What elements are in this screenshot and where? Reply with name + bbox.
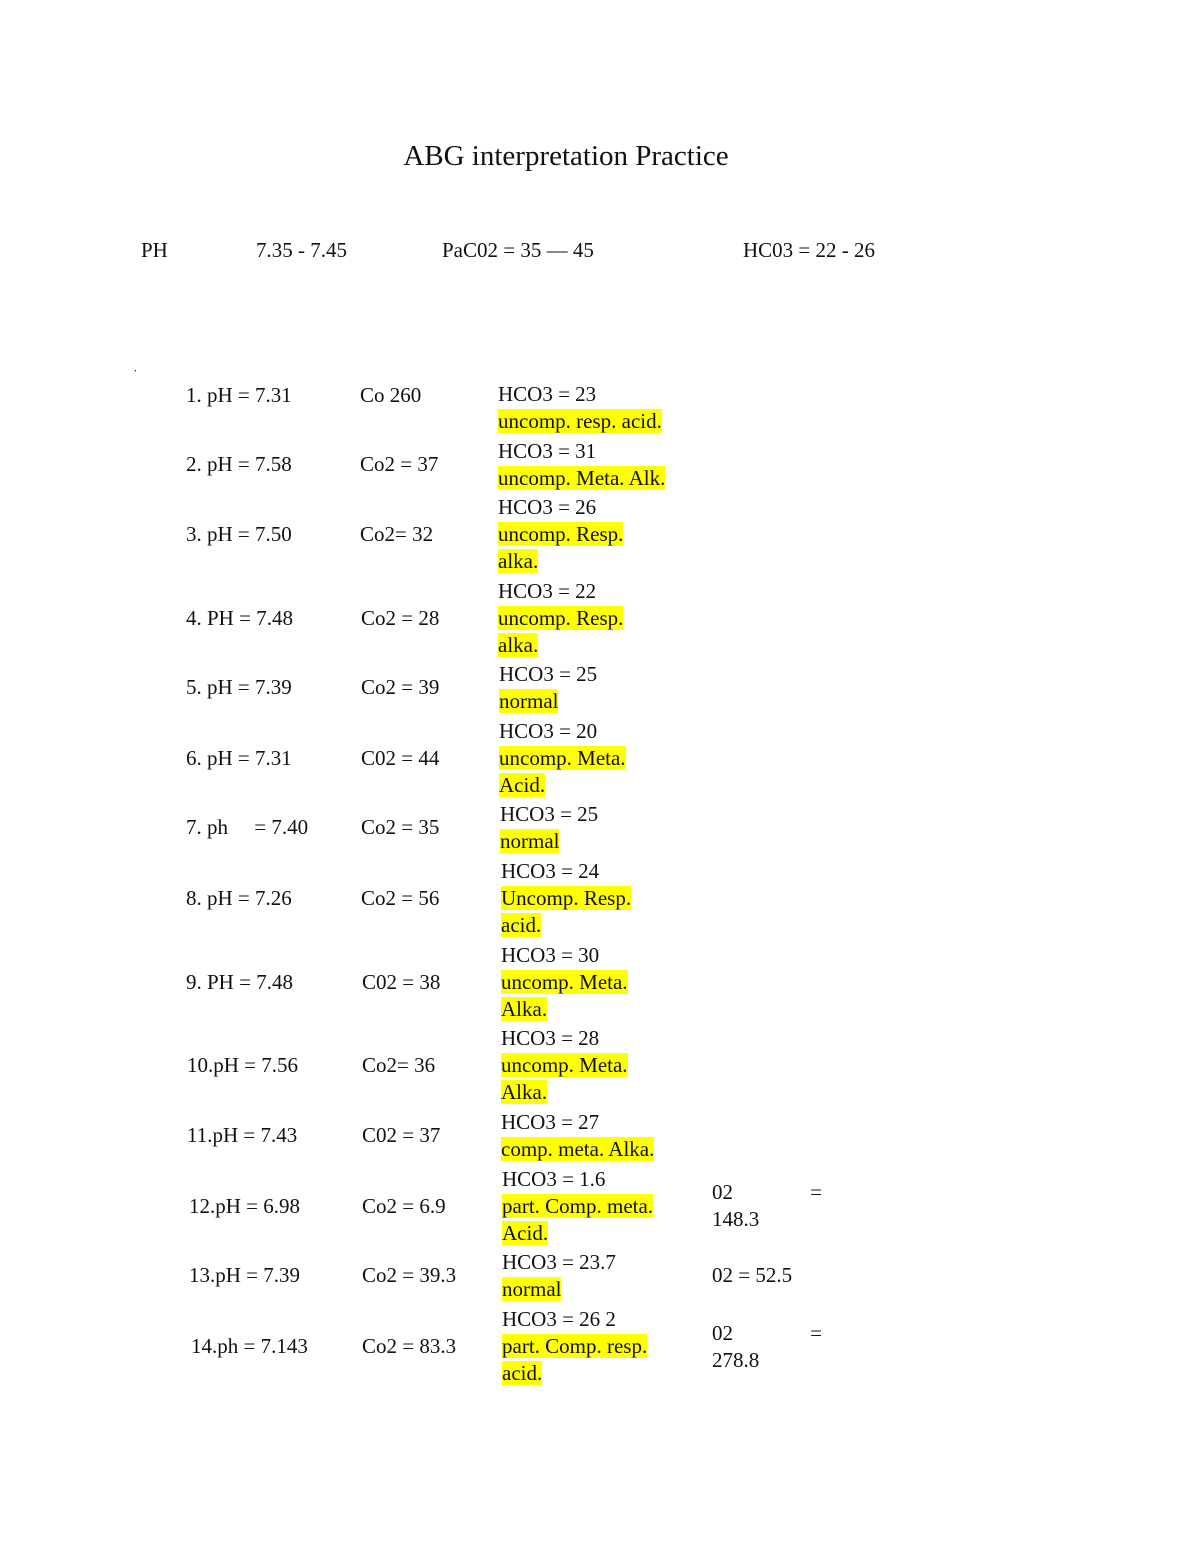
- co2-value: Co 260: [360, 383, 422, 407]
- o2-cell: [712, 1320, 822, 1374]
- co2-value: C02 = 44: [361, 746, 440, 770]
- paco2-range: PaC02 = 35 — 45: [442, 238, 594, 262]
- co2-value: Co2 = 35: [361, 815, 440, 839]
- ph-value: 2. pH = 7.58: [186, 452, 292, 476]
- hco3-value: HCO3 = 25: [499, 662, 598, 686]
- co2-value: Co2= 32: [360, 522, 434, 546]
- ph-value: 6. pH = 7.31: [186, 746, 292, 770]
- interpretation-line-2: Alka.: [501, 997, 548, 1021]
- co2-value: Co2 = 37: [360, 452, 439, 476]
- co2-value: Co2 = 83.3: [362, 1334, 457, 1358]
- ph-value: 10.pH = 7.56: [187, 1053, 299, 1077]
- ph-value: 8. pH = 7.26: [186, 886, 292, 910]
- co2-value: Co2 = 28: [361, 606, 440, 630]
- ph-value: 14.ph = 7.143: [191, 1334, 308, 1358]
- hco3-cell: [501, 1025, 701, 1106]
- hco3-value: HCO3 = 26: [498, 495, 597, 519]
- hco3-cell: [501, 1109, 701, 1163]
- interpretation-line-1: uncomp. Resp.: [498, 606, 624, 630]
- hco3-cell: [498, 494, 698, 575]
- co2-value: Co2 = 6.9: [362, 1194, 446, 1218]
- hco3-cell: [499, 718, 699, 799]
- o2-value: 02 = 52.5: [712, 1263, 793, 1287]
- interpretation-line-2: acid.: [501, 913, 542, 937]
- interpretation: uncomp. Meta. Alk.: [498, 466, 666, 490]
- hco3-cell: [498, 438, 698, 492]
- o2-value: 278.8: [712, 1348, 760, 1372]
- ph-range: 7.35 - 7.45: [256, 238, 347, 262]
- ph-value: 4. PH = 7.48: [186, 606, 293, 630]
- interpretation-line-1: uncomp. Meta.: [501, 1053, 628, 1077]
- hco3-value: HCO3 = 1.6: [502, 1167, 606, 1191]
- ph-value: 1. pH = 7.31: [186, 383, 292, 407]
- hco3-value: HCO3 = 24: [501, 859, 600, 883]
- o2-equals: =: [810, 1180, 822, 1204]
- interpretation-line-1: part. Comp. meta.: [502, 1194, 654, 1218]
- interpretation: uncomp. resp. acid.: [498, 409, 662, 433]
- interpretation-line-2: Alka.: [501, 1080, 548, 1104]
- hco3-cell: [502, 1166, 702, 1247]
- page-title: ABG interpretation Practice: [403, 140, 729, 172]
- hco3-value: HCO3 = 27: [501, 1110, 600, 1134]
- interpretation-line-2: Acid.: [499, 773, 546, 797]
- normal-ranges: [0, 238, 1200, 268]
- hco3-cell: [501, 942, 701, 1023]
- co2-value: Co2 = 56: [361, 886, 440, 910]
- hco3-cell: [502, 1306, 702, 1387]
- hco3-cell: [502, 1249, 702, 1303]
- interpretation-line-2: Acid.: [502, 1221, 549, 1245]
- hco3-cell: [498, 381, 698, 435]
- hco3-cell: [500, 801, 700, 855]
- ph-value: 5. pH = 7.39: [186, 675, 292, 699]
- ph-label: PH: [141, 238, 168, 262]
- hco3-value: HCO3 = 20: [499, 719, 598, 743]
- hco3-value: HCO3 = 23: [498, 382, 597, 406]
- o2-value: 148.3: [712, 1207, 760, 1231]
- interpretation: normal: [502, 1277, 562, 1301]
- ph-value: 3. pH = 7.50: [186, 522, 292, 546]
- hco3-value: HCO3 = 26 2: [502, 1307, 616, 1331]
- interpretation-line-2: alka.: [498, 549, 539, 573]
- ph-value: 9. PH = 7.48: [186, 970, 293, 994]
- o2-label: 02: [712, 1180, 733, 1204]
- o2-label: 02: [712, 1321, 733, 1345]
- hco3-value: HCO3 = 23.7: [502, 1250, 616, 1274]
- interpretation-line-1: uncomp. Meta.: [499, 746, 626, 770]
- hco3-value: HCO3 = 22: [498, 579, 597, 603]
- hco3-value: HCO3 = 25: [500, 802, 599, 826]
- hco3-range: HC03 = 22 - 26: [743, 238, 876, 262]
- interpretation: normal: [499, 689, 559, 713]
- co2-value: Co2 = 39.3: [362, 1263, 457, 1287]
- hco3-value: HCO3 = 31: [498, 439, 597, 463]
- co2-value: C02 = 37: [362, 1123, 441, 1147]
- interpretation-line-2: alka.: [498, 633, 539, 657]
- co2-value: C02 = 38: [362, 970, 441, 994]
- interpretation-line-1: uncomp. Meta.: [501, 970, 628, 994]
- o2-cell: [712, 1179, 822, 1233]
- interpretation: comp. meta. Alka.: [501, 1137, 655, 1161]
- interpretation: normal: [500, 829, 560, 853]
- hco3-cell: [498, 578, 698, 659]
- hco3-cell: [501, 858, 701, 939]
- hco3-cell: [499, 661, 699, 715]
- co2-value: Co2 = 39: [361, 675, 440, 699]
- bullet-mark: ˙: [133, 368, 138, 383]
- hco3-value: HCO3 = 30: [501, 943, 600, 967]
- ph-value: 11.pH = 7.43: [187, 1123, 298, 1147]
- interpretation-line-2: acid.: [502, 1361, 543, 1385]
- o2-equals: =: [810, 1321, 822, 1345]
- interpretation-line-1: Uncomp. Resp.: [501, 886, 632, 910]
- ph-value: 12.pH = 6.98: [189, 1194, 301, 1218]
- ph-value: 13.pH = 7.39: [189, 1263, 301, 1287]
- interpretation-line-1: uncomp. Resp.: [498, 522, 624, 546]
- interpretation-line-1: part. Comp. resp.: [502, 1334, 648, 1358]
- co2-value: Co2= 36: [362, 1053, 436, 1077]
- ph-value: 7. ph = 7.40: [186, 815, 309, 839]
- hco3-value: HCO3 = 28: [501, 1026, 600, 1050]
